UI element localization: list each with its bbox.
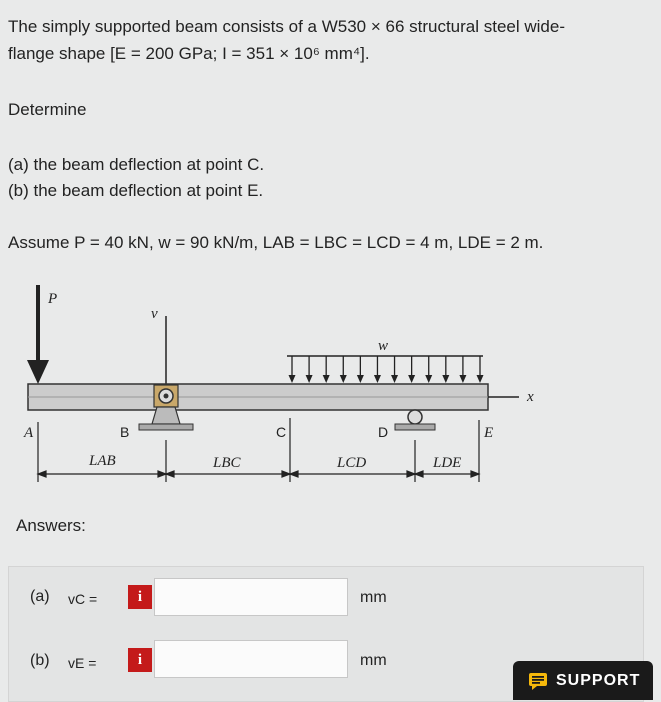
answers-heading: Answers: (16, 516, 86, 535)
load-arrow-head (408, 375, 415, 383)
answer-a-part: (a) (30, 588, 50, 605)
load-arrow-head (357, 375, 364, 383)
point-load-arrow (27, 285, 49, 384)
problem-line-1: The simply supported beam consists of a W530 × 66 structural steel wide- (8, 17, 566, 36)
load-w-label: w (378, 338, 389, 354)
part-b-text: (b) the beam deflection at point E. (8, 181, 264, 200)
roller-support-d (395, 410, 435, 430)
load-arrow-head (459, 375, 466, 383)
answer-a-info-icon[interactable]: i (128, 585, 152, 609)
load-arrow-head (425, 375, 432, 383)
answer-b-input[interactable] (154, 640, 348, 678)
point-a-label: A (24, 425, 34, 441)
assume-text: Assume P = 40 kN, w = 90 kN/m, LAB = LBC = LCD = 4 m, LDE = 2 m. (8, 233, 544, 252)
chat-icon (529, 673, 547, 689)
determine-heading: Determine (8, 100, 87, 119)
support-button[interactable] (513, 661, 653, 700)
v-axis-label: v (151, 306, 158, 322)
point-b-label: B (120, 424, 130, 440)
load-arrow-head (442, 375, 449, 383)
support-label: SUPPORT (556, 671, 641, 689)
point-c-label: C (276, 424, 287, 440)
dim-lde-label: LDE (433, 455, 462, 471)
point-e-label: E (484, 425, 494, 441)
x-axis-label: x (527, 389, 534, 405)
answer-a-variable: vC = (68, 591, 98, 607)
dim-lab-label: LAB (89, 453, 116, 469)
load-arrow-head (306, 375, 313, 383)
dim-lcd-label: LCD (337, 455, 367, 471)
distributed-load-arrows (289, 356, 484, 383)
load-arrow-head (340, 375, 347, 383)
answer-b-part: (b) (30, 652, 50, 669)
problem-line-2: flange shape [E = 200 GPa; I = 351 × 10⁶ mm⁴]. (8, 44, 370, 63)
point-d-label: D (378, 424, 389, 440)
load-arrow-head (391, 375, 398, 383)
answer-b-unit: mm (360, 652, 387, 669)
answer-a-input[interactable] (154, 578, 348, 616)
answer-a-unit: mm (360, 589, 387, 606)
dim-lbc-label: LBC (213, 455, 241, 471)
answer-b-variable: vE = (68, 655, 97, 671)
answer-b-info-icon[interactable]: i (128, 648, 152, 672)
load-arrow-head (477, 375, 484, 383)
load-arrow-head (323, 375, 330, 383)
load-p-label: P (48, 291, 58, 307)
part-a-text: (a) the beam deflection at point C. (8, 155, 265, 174)
load-arrow-head (374, 375, 381, 383)
load-arrow-head (289, 375, 296, 383)
